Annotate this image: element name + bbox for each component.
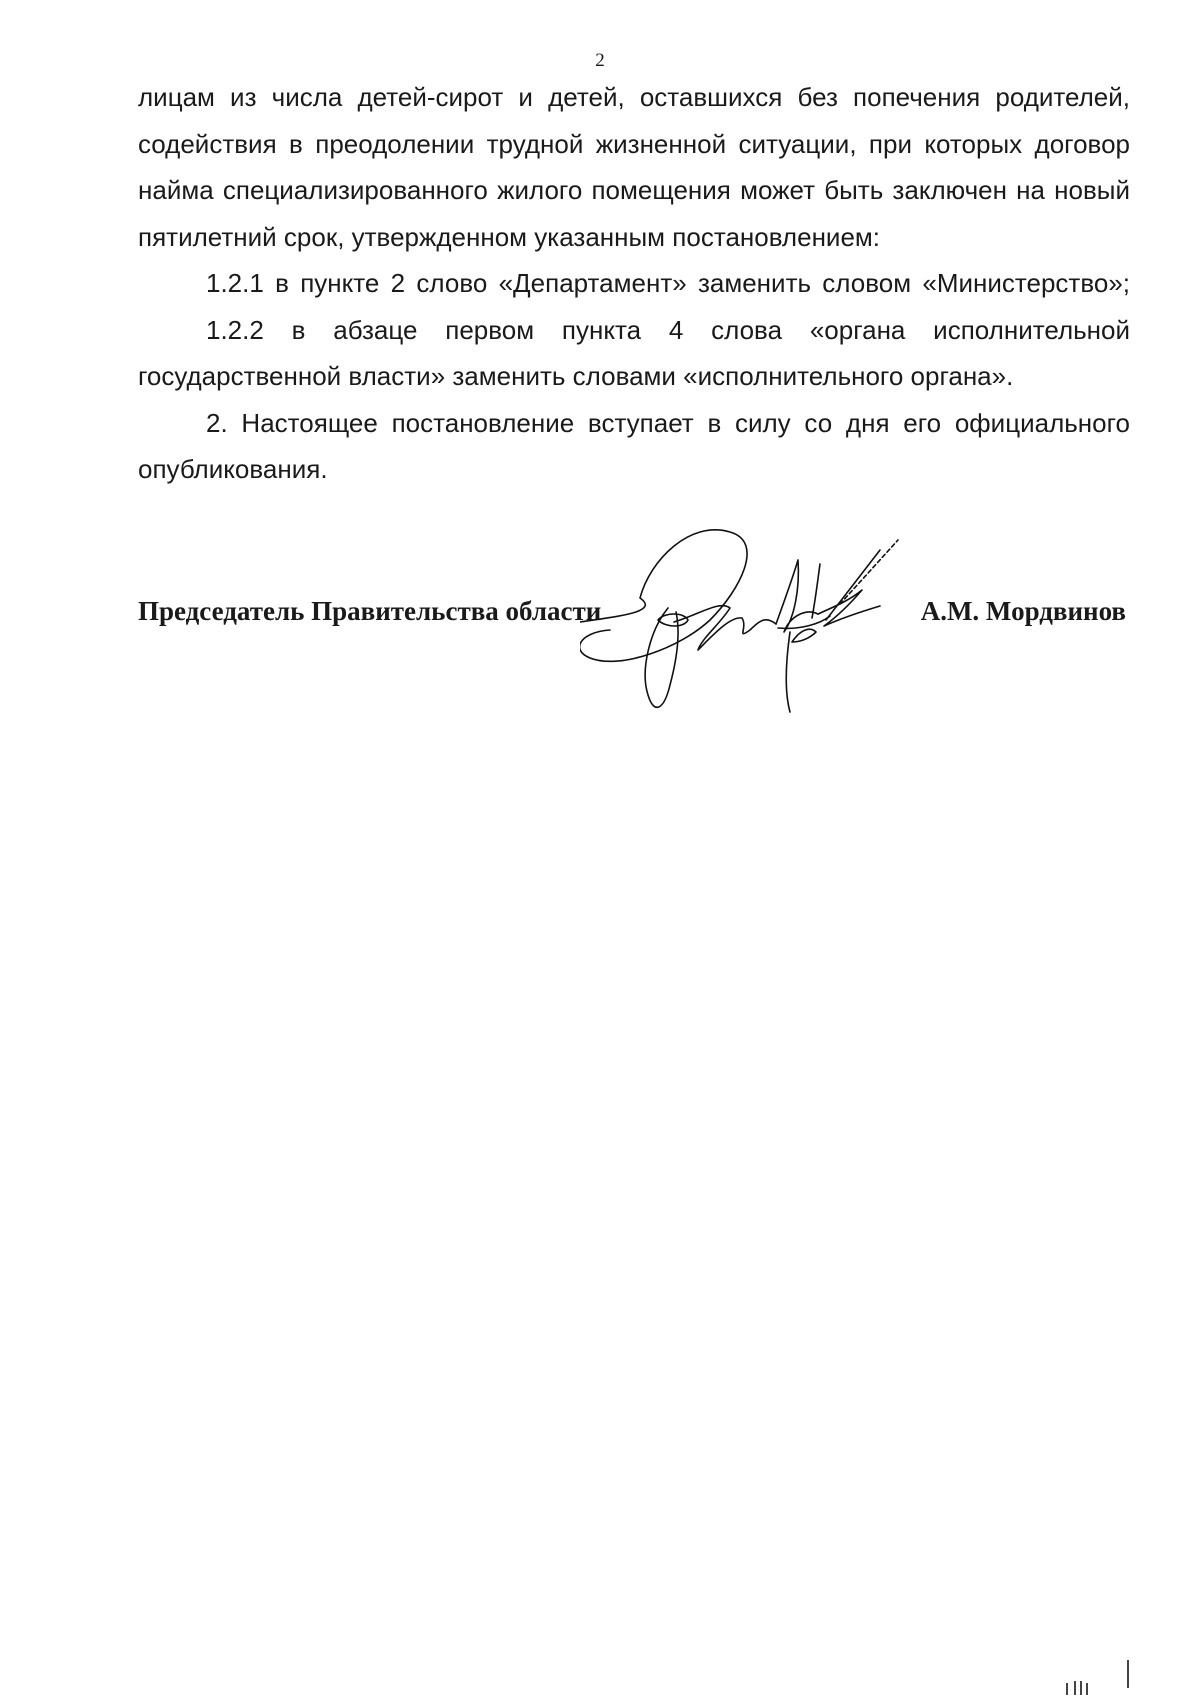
page-number: 2 <box>595 50 605 71</box>
handwritten-signature <box>580 520 940 730</box>
paragraph-item-1-2-2: 1.2.2 в абзаце первом пункта 4 слова «органа исполнительной государственной власти» заменить словами «исполнительного органа». <box>138 314 1130 391</box>
signer-role: Председатель Правительства области <box>138 596 602 626</box>
signer-name: А.М. Мордвинов <box>920 596 1126 626</box>
scan-artifact <box>1080 1681 1082 1695</box>
scan-artifact <box>1086 1683 1088 1695</box>
paragraph-continuation: лицам из числа детей-сирот и детей, оставшихся без попечения родителей, содействия в преодолении трудной жизненной ситуации, при которых договор найма специализированного жилого помещения может быть заключен на новый пятилетний срок, утвержденном указанным постановлением: <box>138 82 1130 252</box>
scan-artifact <box>1127 1660 1129 1688</box>
scan-artifact <box>1074 1681 1076 1695</box>
paragraph-item-1-2-1: 1.2.1 в пункте 2 слово «Департамент» заменить словом «Министерство»; <box>206 268 1130 298</box>
paragraph-item-2: 2. Настоящее постановление вступает в силу со дня его официального опубликования. <box>138 407 1130 484</box>
document-body <box>138 74 1130 493</box>
scan-artifact <box>1066 1683 1068 1695</box>
